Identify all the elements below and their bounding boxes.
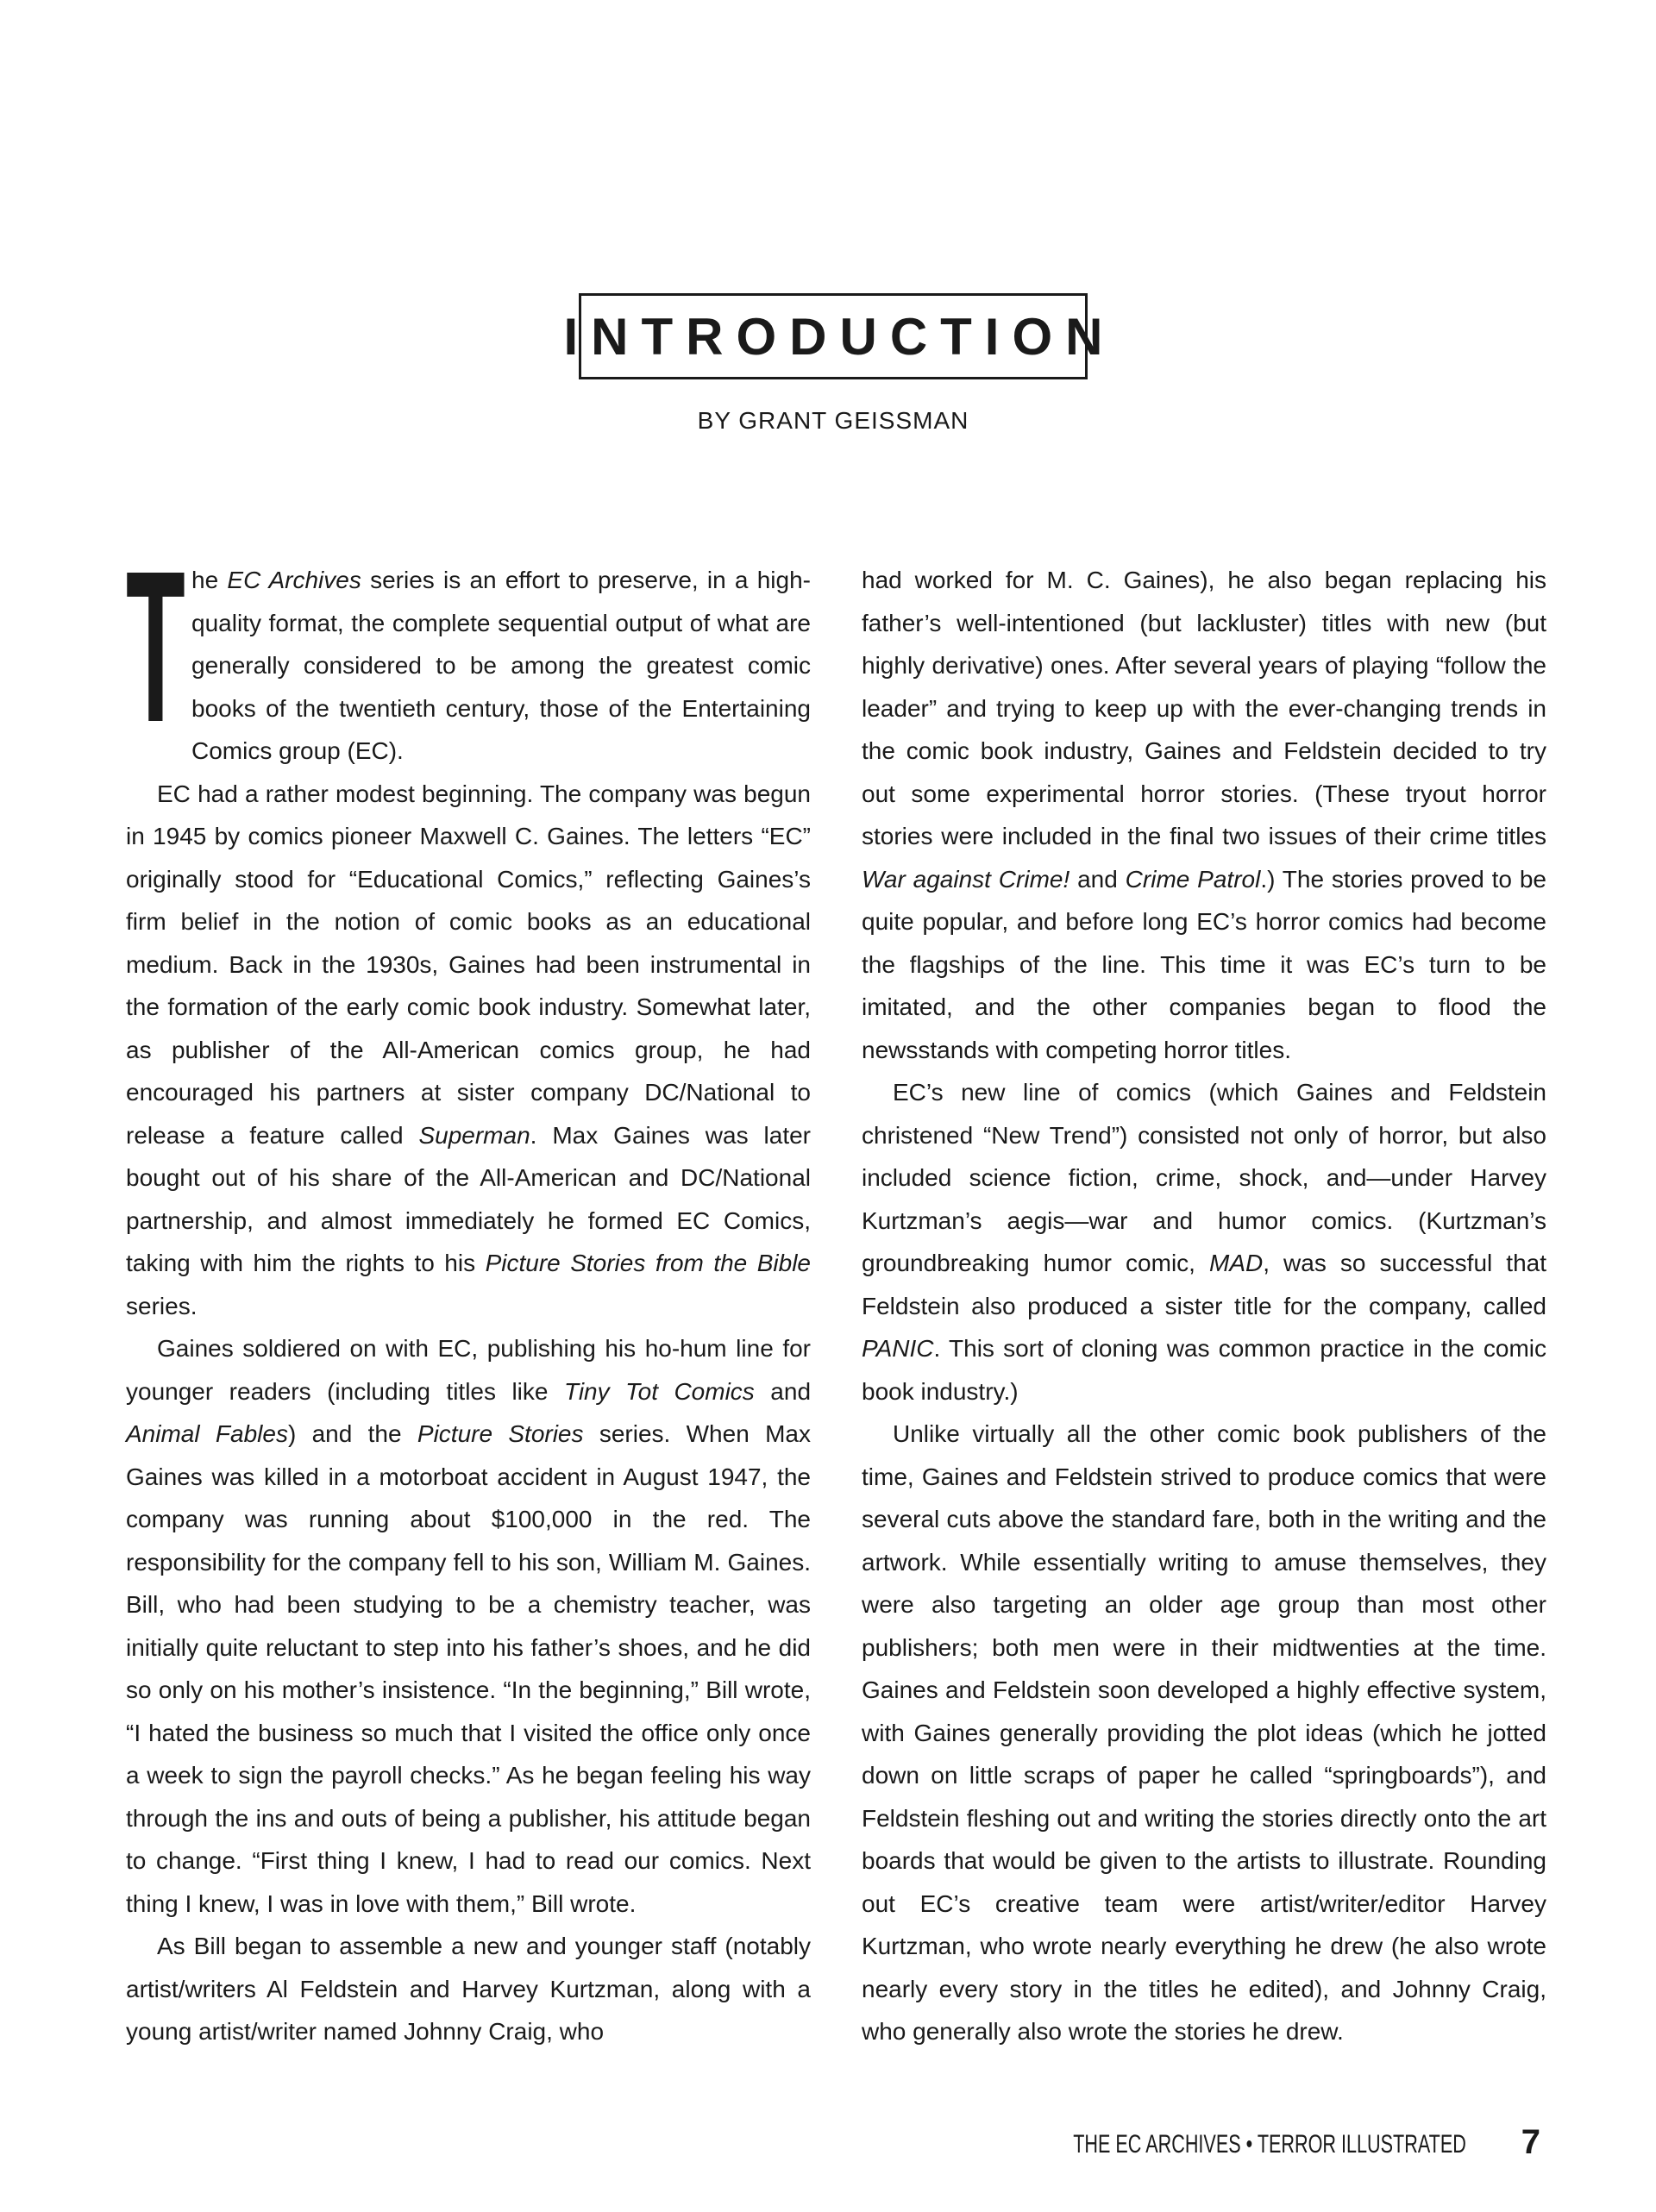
drop-cap: T [126,526,185,767]
paragraph: Unlike virtually all the other comic book publishers of the time, Gaines and Feldstein strived to produce comics that were several cuts above the standard fare, both in the writing and the artwork. While essentially writing to amuse themselves, they were also targeting an older age group than most other publishers; both men were in their midtwenties at the time. Gaines and Feldstein soon developed a highly effective system, with Gaines generally providing the plot ideas (which he jotted down on little scraps of paper he called “springboards”), and Feldstein fleshing out and writing the stories directly onto the art boards that would be given to the artists to illustrate. Rounding out EC’s creative team were artist/writer/editor Harvey Kurtzman, who wrote nearly everything he drew (he also wrote nearly every story in the titles he edited), and Johnny Craig, who generally also wrote the stories he drew. [862,1420,1546,2045]
right-column [862,559,1546,2053]
paragraph: EC had a rather modest beginning. The company was begun in 1945 by comics pioneer Maxwell C. Gaines. The letters “EC” originally stood for “Educational Comics,” reflecting Gaines’s firm belief in the notion of comic books as an educational medium. Back in the 1930s, Gaines had been instrumental in the formation of the early comic book industry. Somewhat later, as publisher of the All-American comics group, he had encouraged his partners at sister company DC/National to release a feature called Superman. Max Gaines was later bought out of his share of the All-American and DC/National partnership, and almost immediately he formed EC Comics, taking with him the rights to his Picture Stories from the Bible series. [126,780,811,1319]
paragraph: had worked for M. C. Gaines), he also began replacing his father’s well-intentioned (but lackluster) titles with new (but highly derivative) ones. After several years of playing “follow the leader” and trying to keep up with the ever-changing trends in the comic book industry, Gaines and Feldstein decided to try out some experimental horror stories. (These tryout horror stories were included in the final two issues of their crime titles War against Crime! and Crime Patrol.) The stories proved to be quite popular, and before long EC’s horror comics had become the flagships of the line. This time it was EC’s turn to be imitated, and the other companies began to flood the newsstands with competing horror titles. [862,567,1546,1063]
page-number: 7 [1521,2123,1540,2161]
italic-title: MAD [1209,1250,1264,1276]
italic-title: Picture Stories from the Bible [485,1250,811,1276]
left-column [126,526,812,2053]
italic-title: Superman [418,1121,530,1149]
italic-title: EC Archives [227,567,361,593]
italic-title: War against Crime! [862,865,1070,893]
italic-title: PANIC [862,1335,934,1362]
title-box [563,293,1116,379]
paragraph: Gaines soldiered on with EC, publishing his ho-hum line for younger readers (including titles like Tiny Tot Comics and Animal Fables) and the Picture Stories series. When Max Gaines was killed in a motorboat accident in August 1947, the company was running about $100,000 in the red. The responsibility for the company fell to his son, William M. Gaines. Bill, who had been studying to be a chemistry teacher, was initially quite reluctant to step into his father’s shoes, and he did so only on his mother’s insistence. “In the beginning,” Bill wrote, “I hated the business so much that I visited the office only once a week to sign the payroll checks.” As he began feeling his way through the ins and outs of being a publisher, his attitude began to change. “First thing I knew, I had to read our comics. Next thing I knew, I was in love with them,” Bill wrote. [126,1335,812,1917]
italic-title: Picture Stories [417,1420,584,1447]
byline: BY GRANT GEISSMAN [697,407,969,434]
italic-title: Animal Fables [126,1420,288,1447]
paragraph: EC’s new line of comics (which Gaines and Feldstein christened “New Trend”) consisted not only of horror, but also included science fiction, crime, shock, and—under Harvey Kurtzman’s aegis—war and humor comics. (Kurtzman’s groundbreaking humor comic, MAD, was so successful that Feldstein also produced a sister title for the company, called PANIC. This sort of cloning was common practice in the comic book industry.) [862,1079,1546,1405]
paragraph: The EC Archives series is an effort to preserve, in a high-quality format, the complete sequential output of what are generally considered to be among the greatest comic books of the twentieth century, those of the Entertaining Comics group (EC). [126,526,811,767]
running-footer: THE EC ARCHIVES • TERROR ILLUSTRATED [1073,2130,1466,2159]
italic-title: Tiny Tot Comics [563,1377,755,1405]
page-title: INTRODUCTION [563,307,1116,366]
paragraph: As Bill began to assemble a new and younger staff (notably artist/writers Al Feldstein and Harvey Kurtzman, along with a young artist/writer named Johnny Craig, who [126,1933,811,2045]
italic-title: Crime Patrol [1125,865,1261,893]
